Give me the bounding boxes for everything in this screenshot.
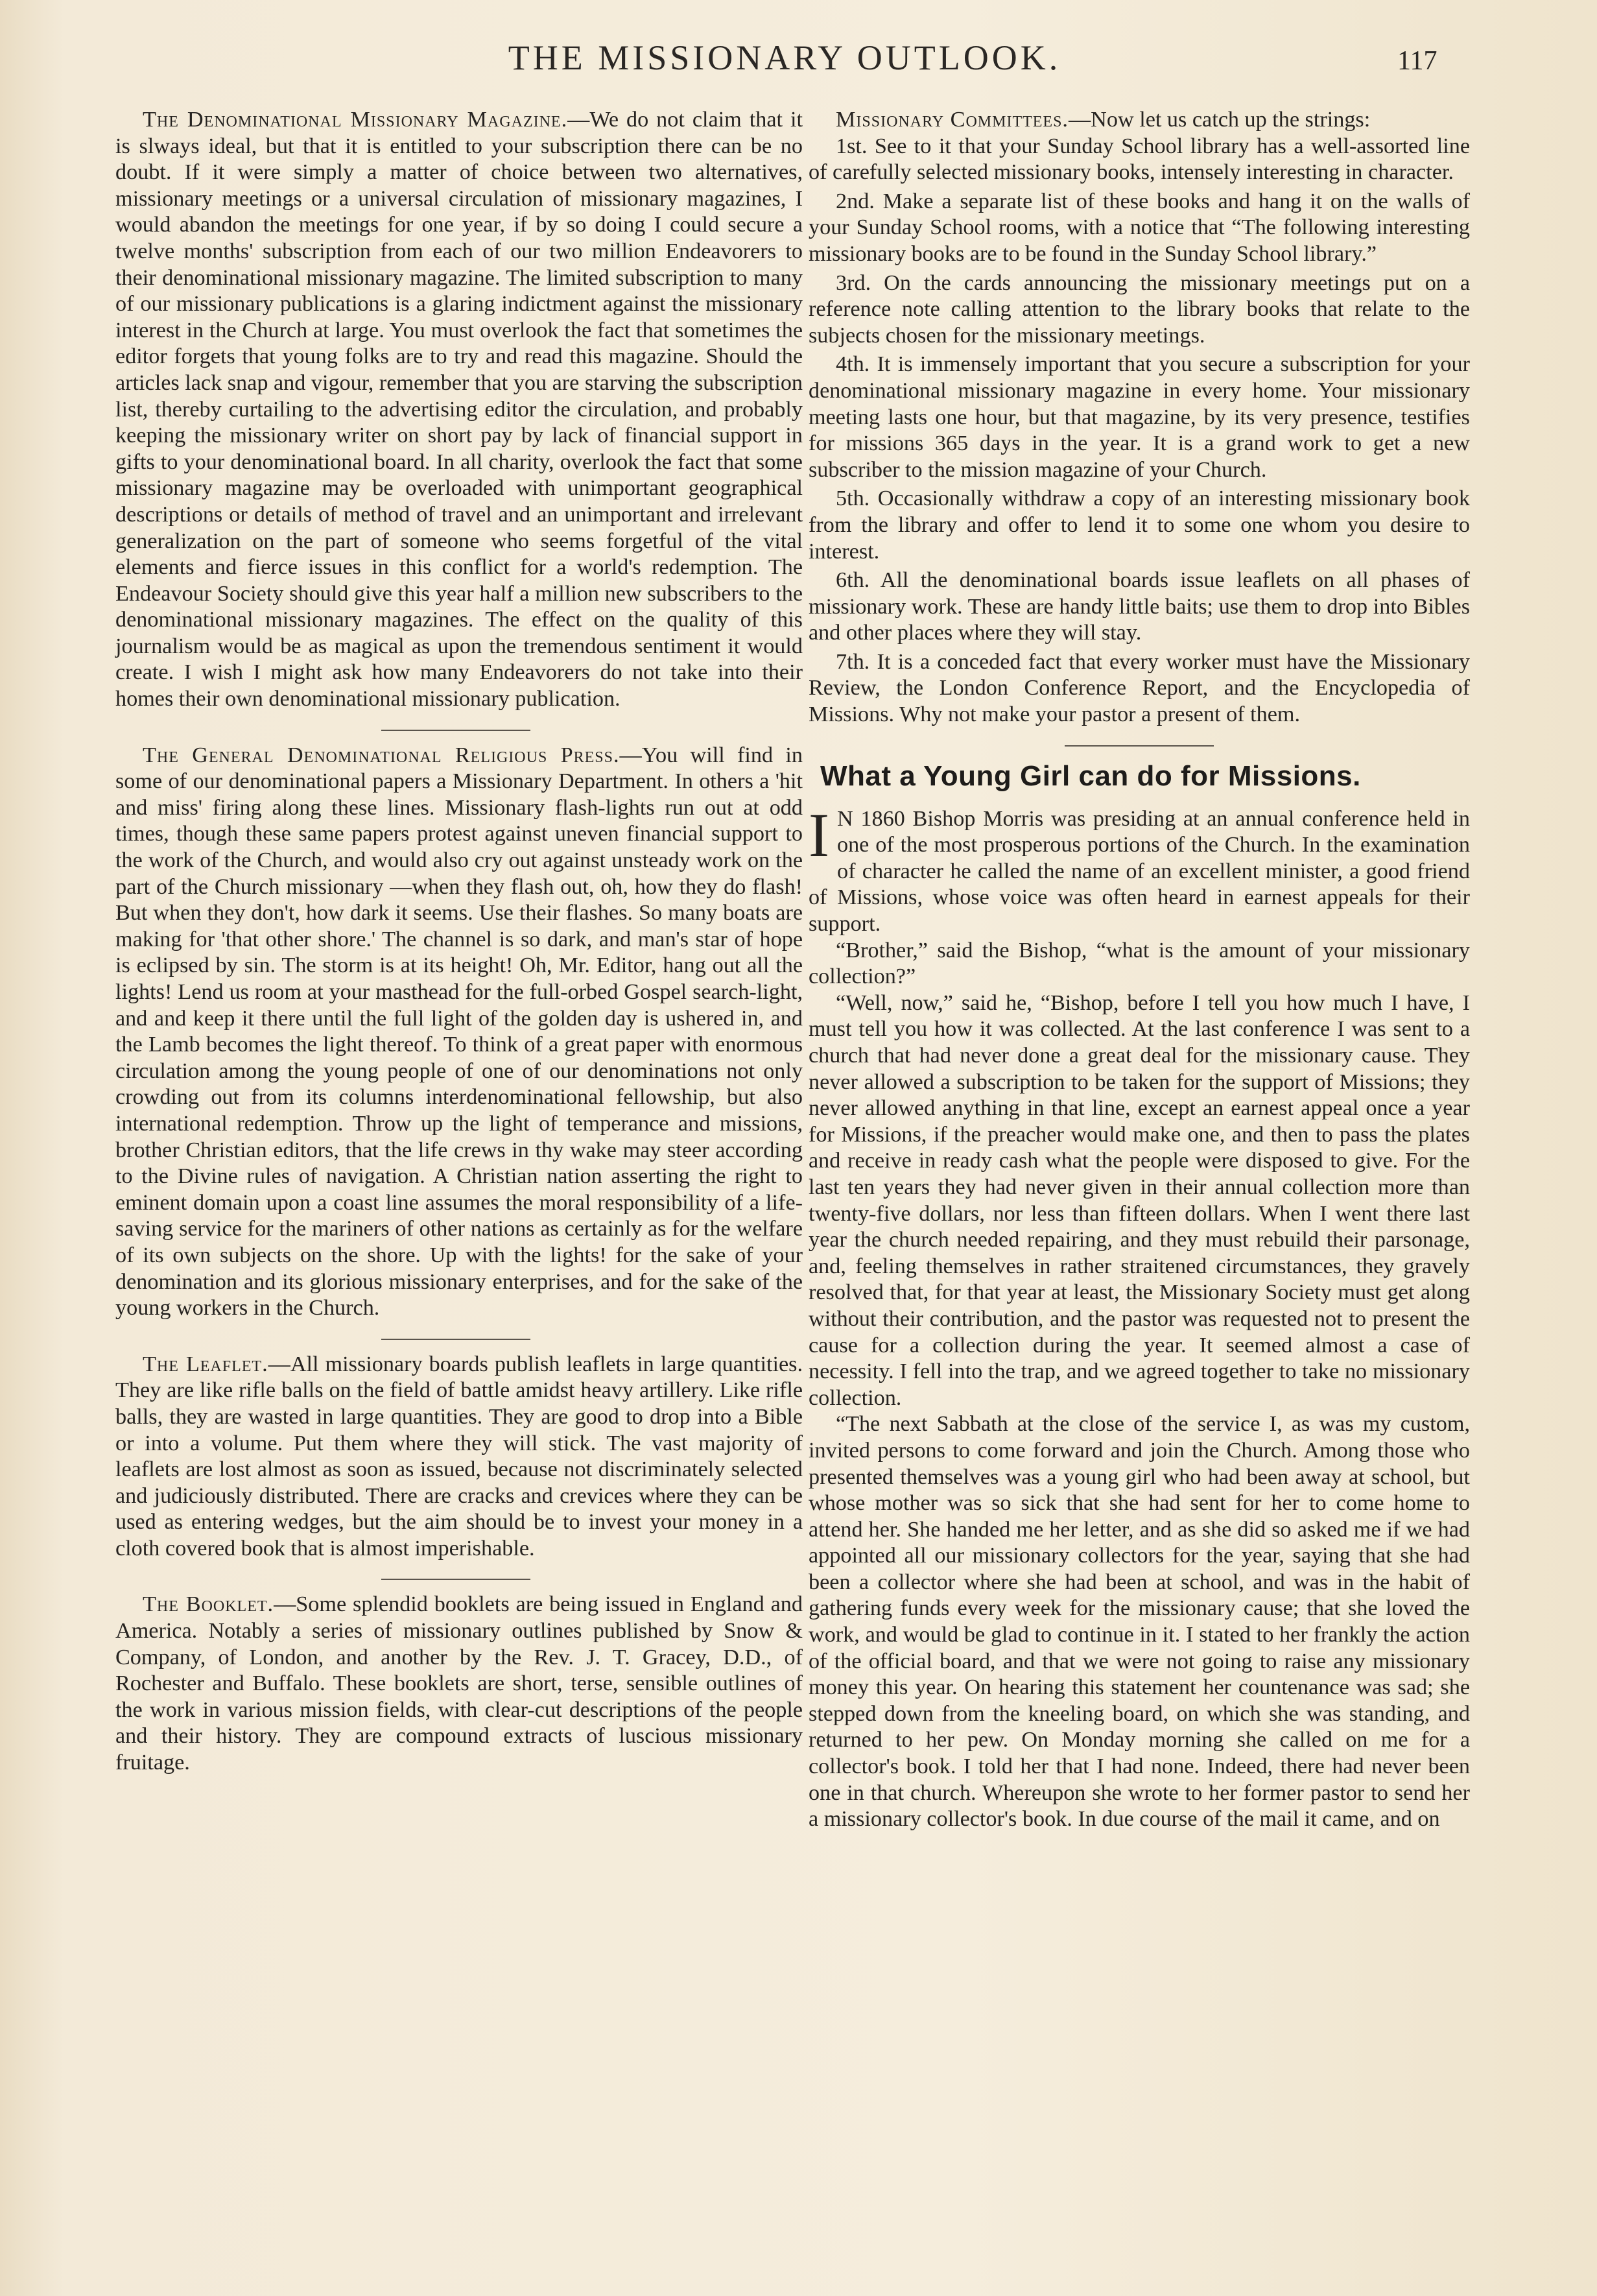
section-text: —Now let us catch up the strings: xyxy=(1068,108,1371,132)
list-item: 6th. All the denominational boards issue leaflets on all phases of missionary work. These are handy little baits; use them to drop into Bibles and other places where they will stay. xyxy=(809,568,1470,645)
section-text: —We do not claim that it is slways ideal, but that it is entitled to your subscription there can be no doubt. If it were simply a matter of choice between two alternatives, missionary meetings or a universal circulation of missionary magazines, I would abandon the meetings for one year, if by so doing I could secure a twelve months' subscription from each of our two million Endeavorers to their denominational missionary magazine. The limited subscription to many of our missionary publications is a glaring indictment against the missionary interest in the Church at large. You must overlook the fact that sometimes the editor forgets that young folks are to try and read this magazine. Should the articles lack snap and vigour, remember that you are starving the subscription list, thereby curtailing to the advertising editor the circulation, and probably keeping the missionary writer on short pay by lack of financial support in gifts to your denominational board. In all charity, overlook the fact that some missionary magazine may be overloaded with unimportant geographical descriptions or details of method of travel and an unimportant and irrelevant generalization on the part of someone who seems forgetful of the vital elements and fierce issues in this conflict for a world's redemption. The Endeavour Society should give this year half a million new subscribers to the denominational missionary magazines. The effect on the quality of this journalism would be as magical as upon the tremendous sentiment it would create. I wish I might ask how many Endeavorers do not take into their homes their own denominational missionary publication. xyxy=(115,108,803,712)
section-text: —All missionary boards publish leaflets in large quantities. They are like rifle balls on the field of battle amidst heavy artillery. Like rifle balls, they are wasted in large quantities. They are good to drop into a Bible or into a volume. Put them where they will stick. The vast majority of leaflets are lost almost as soon as issued, because not discriminately selected and judiciously distributed. There are cracks and crevices where they can be used as entering wedges, but the aim should be to invest your money in a cloth covered book that is almost imperishable. xyxy=(115,1352,803,1561)
section-religious-press xyxy=(115,743,803,1322)
section-text: —You will find in some of our denominational papers a Missionary Department. In others a 'hit and miss' firing along these lines. Missionary flash-lights run out at odd times, though these same papers protest against uneven financial support to the work of the Church, and would also cry out against unsteady work on the part of the Church missionary —when they flash out, oh, how they do flash! But when they don't, how dark it seems. Use their flashes. So many boats are making for 'that other shore.' The channel is so dark, and man's star of hope is eclipsed by sin. The storm is at its height! Oh, Mr. Editor, hang out all the lights! Lend us room at your masthead for the full-orbed Gospel search-light, and and keep it there until the full light of the golden day is ushered in, and the Lamb becomes the light thereof. To think of a great paper with enormous circulation among the young people of one of our denominations not only crowding out from its columns interdenominational fellowship, but also international redemption. Throw up the light of temperance and missions, brother Christian editors, that the life crews in thy wake may steer according to the Divine rules of navigation. A Christian nation asserting the right to eminent domain upon a coast line assumes the moral responsibility of a life-saving service for the mariners of other nations as certainly as for the welfare of its own subjects on the shore. Up with the lights! for the sake of your denomination and its glorious missionary enterprises, and for the sake of the young workers in the Church. xyxy=(115,743,803,1321)
paragraph xyxy=(115,107,803,713)
list-item: 4th. It is immensely important that you secure a subscription for your denominational missionary magazine in every home. Your missionary meeting lasts one hour, but that magazine, by its very presence, testifies for missions 365 days in the year. It is a grand work to get a new subscriber to the mission magazine of your Church. xyxy=(809,352,1470,482)
paragraph: “The next Sabbath at the close of the service I, as was my custom, invited persons to come forward and join the Church. Among those who presented themselves was a young girl who had been away at school, but whose mother was so sick that she had sent for her to come home to attend her. She handed me her letter, and as she did so asked me if we had appointed all our missionary collectors for the year, saying that she had been a collector where she had been at school, and was in the habit of gathering funds every week for the missionary cause; that she loved the work, and would be glad to continue in it. I stated to her frankly the action of the official board, and that we were not going to raise any missionary money this year. On hearing this statement her countenance was sad; she stepped down from the kneeling board, on which she was standing, and returned to her pew. On Monday morning she called on me for a collector's book. I told her that I had none. Indeed, there had never been one in that church. Whereupon she wrote to her former pastor to send her a missionary collector's book. In due course of the mail it came, and on xyxy=(809,1412,1470,1832)
divider-rule xyxy=(1065,745,1214,747)
list-item: 7th. It is a conceded fact that every worker must have the Missionary Review, the London Conference Report, and the Encyclopedia of Missions. Why not make your pastor a present of them. xyxy=(809,649,1470,727)
paragraph xyxy=(115,743,803,1322)
running-title: THE MISSIONARY OUTLOOK. xyxy=(508,38,1061,77)
section-committees xyxy=(809,107,1470,728)
section-leaflet xyxy=(115,1352,803,1562)
drop-cap: I xyxy=(809,800,829,870)
paragraph-text: N 1860 Bishop Morris was presiding at an annual conference held in one of the most prosperous portions of the Church. In the examination of character he called the name of an excellent minister, a good friend of Missions, whose voice was often heard in earnest appeals for their support. xyxy=(809,806,1470,937)
list-item: 1st. See to it that your Sunday School library has a well-assorted line of carefully selected missionary books, intensely interesting in character. xyxy=(809,134,1470,185)
section-text: —Some splendid booklets are being issued in England and America. Notably a series of missionary outlines published by Snow & Company, of London, and another by the Rev. J. T. Gracey, D.D., of Rochester and Buffalo. These booklets are short, terse, sensible outlines of the work in various mission fields, with clear-cut descriptions of the people and their history. They are compound extracts of luscious missionary fruitage. xyxy=(115,1592,803,1775)
paragraph: “Brother,” said the Bishop, “what is the amount of your missionary collection?” xyxy=(809,938,1470,989)
article-body xyxy=(809,800,1470,1833)
section-denominational-magazine xyxy=(115,107,803,713)
paragraph xyxy=(809,107,1470,134)
right-column xyxy=(809,107,1470,1833)
section-title: The General Denominational Religious Press. xyxy=(143,743,620,767)
divider-rule xyxy=(381,1579,530,1580)
section-title: The Booklet. xyxy=(143,1592,274,1617)
section-title: The Leaflet. xyxy=(143,1352,268,1376)
article-heading: What a Young Girl can do for Missions. xyxy=(820,759,1361,792)
section-title: Missionary Committees. xyxy=(836,108,1069,132)
list-item: 3rd. On the cards announcing the missionary meetings put on a reference note calling attention to the library books that relate to the subjects chosen for the missionary meetings. xyxy=(809,270,1470,348)
divider-rule xyxy=(381,1339,530,1340)
list-item: 2nd. Make a separate list of these books and hang it on the walls of your Sunday School rooms, with a notice that “The following interesting missionary books are to be found in the Sunday School library.” xyxy=(809,189,1470,266)
paragraph xyxy=(115,1352,803,1562)
list-item: 5th. Occasionally withdraw a copy of an interesting missionary book from the library and offer to lend it to some one whom you desire to interest. xyxy=(809,486,1470,564)
paragraph xyxy=(809,800,1470,938)
paragraph xyxy=(115,1592,803,1776)
section-booklet xyxy=(115,1592,803,1776)
page-number: 117 xyxy=(1397,46,1437,76)
left-column xyxy=(115,107,803,1793)
paragraph: “Well, now,” said he, “Bishop, before I tell you how much I have, I must tell you how it was collected. At the last conference I was sent to a church that had never done a great deal for the missionary cause. They never allowed a subscription to be taken for the support of Missions; they never allowed anything in that line, except an earnest appeal once a year for Missions, if the preacher would make one, and then to pass the plates and receive in ready cash what the people were disposed to give. For the last ten years they had never given in their annual collection more than twenty-five dollars, nor less than fifteen dollars. When I went there last year the church needed repairing, and they must rebuild their parsonage, and, feeling themselves in rather straitened circumstances, they gravely resolved that, for that year at least, the Missionary Society must get along without their contribution, and the pastor was requested not to present the cause for a collection during the year. It seemed almost a case of necessity. I fell into the trap, and we agreed together to take no missionary collection. xyxy=(809,990,1470,1410)
section-title: The Denominational Missionary Magazine. xyxy=(143,108,568,132)
divider-rule xyxy=(381,730,530,731)
